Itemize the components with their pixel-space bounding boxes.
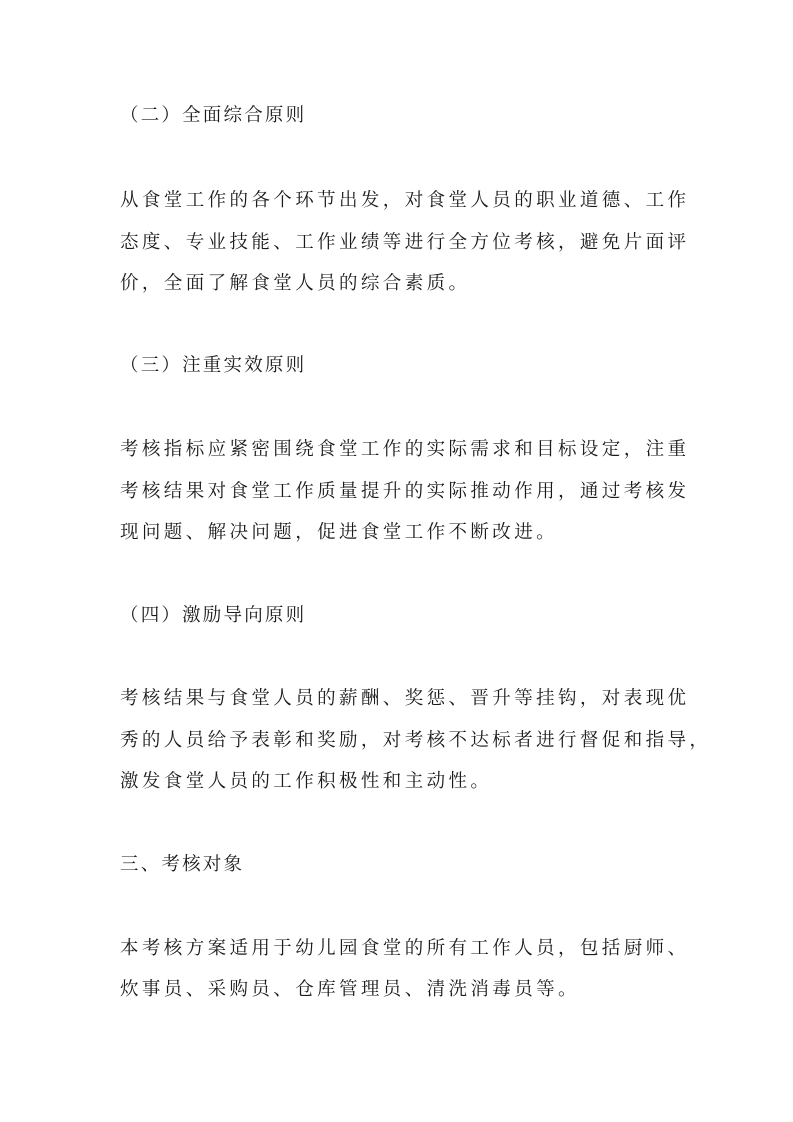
paragraph-line: 考核指标应紧密围绕食堂工作的实际需求和目标设定，注重 <box>120 439 690 460</box>
section-heading-effectiveness: （三）注重实效原则 <box>120 355 307 376</box>
paragraph-line: 现问题、解决问题，促进食堂工作不断改进。 <box>120 522 559 543</box>
paragraph-line: 考核结果对食堂工作质量提升的实际推动作用，通过考核发 <box>120 481 690 502</box>
paragraph-line: 考核结果与食堂人员的薪酬、奖惩、晋升等挂钩，对表现优 <box>120 688 690 709</box>
paragraph-line: 从食堂工作的各个环节出发，对食堂人员的职业道德、工作 <box>120 190 690 211</box>
section-heading-assessment-targets: 三、考核对象 <box>120 854 245 875</box>
paragraph-line: 价，全面了解食堂人员的综合素质。 <box>120 273 471 294</box>
paragraph-line: 激发食堂人员的工作积极性和主动性。 <box>120 771 493 792</box>
section-heading-comprehensive: （二）全面综合原则 <box>120 105 307 126</box>
paragraph-line: 本考核方案适用于幼儿园食堂的所有工作人员，包括厨师、 <box>120 938 690 959</box>
paragraph-line: 态度、专业技能、工作业绩等进行全方位考核，避免片面评 <box>120 232 690 253</box>
section-heading-incentive: （四）激励导向原则 <box>120 605 307 626</box>
paragraph-line: 秀的人员给予表彰和奖励，对考核不达标者进行督促和指导， <box>120 730 712 751</box>
paragraph-line: 炊事员、采购员、仓库管理员、清洗消毒员等。 <box>120 979 580 1000</box>
